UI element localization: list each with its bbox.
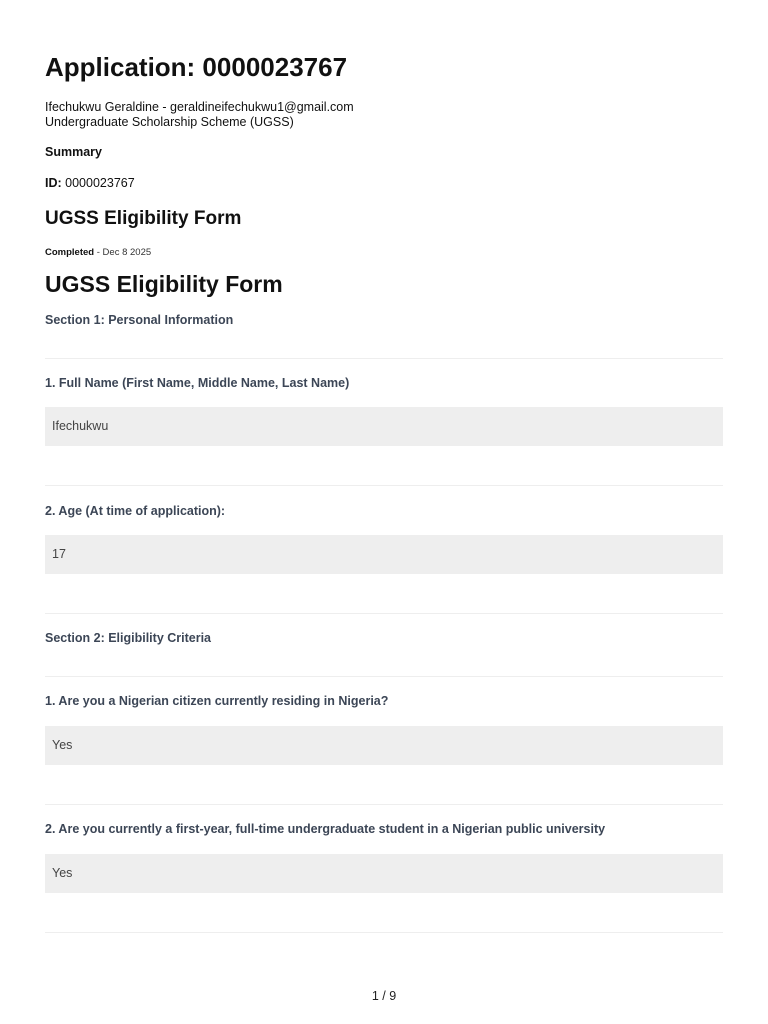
divider	[45, 358, 723, 359]
program-name: Undergraduate Scholarship Scheme (UGSS)	[45, 115, 294, 129]
id-value: 0000023767	[65, 176, 135, 190]
question-nigerian-citizen: 1. Are you a Nigerian citizen currently residing in Nigeria?	[45, 694, 389, 708]
section-heading-eligibility-criteria: Section 2: Eligibility Criteria	[45, 631, 212, 645]
status-badge: Completed	[45, 247, 95, 258]
page-title: Application: 0000023767	[45, 52, 348, 82]
status-separator: -	[94, 247, 103, 258]
question-full-name: 1. Full Name (First Name, Middle Name, Last Name)	[45, 376, 350, 390]
form-summary-title: UGSS Eligibility Form	[45, 208, 242, 229]
answer-first-year-student: Yes	[45, 854, 723, 893]
application-id	[45, 176, 135, 191]
question-first-year-student: 2. Are you currently a first-year, full-time undergraduate student in a Nigerian public university	[45, 822, 606, 836]
divider	[45, 485, 723, 486]
divider	[45, 676, 723, 677]
id-label: ID:	[45, 176, 62, 190]
applicant-info: Ifechukwu Geraldine - geraldineifechukwu1@gmail.com	[45, 100, 354, 114]
question-age: 2. Age (At time of application):	[45, 504, 226, 518]
section-heading-personal-information: Section 1: Personal Information	[45, 313, 234, 327]
divider	[45, 804, 723, 805]
page-indicator: 1 / 9	[371, 989, 397, 1003]
form-completion-status	[45, 247, 151, 259]
answer-nigerian-citizen: Yes	[45, 726, 723, 765]
answer-full-name: Ifechukwu	[45, 407, 723, 446]
summary-heading: Summary	[45, 145, 102, 159]
answer-age: 17	[45, 535, 723, 574]
completion-date: Dec 8 2025	[102, 247, 152, 258]
divider	[45, 613, 723, 614]
divider	[45, 932, 723, 933]
form-title: UGSS Eligibility Form	[45, 271, 283, 297]
